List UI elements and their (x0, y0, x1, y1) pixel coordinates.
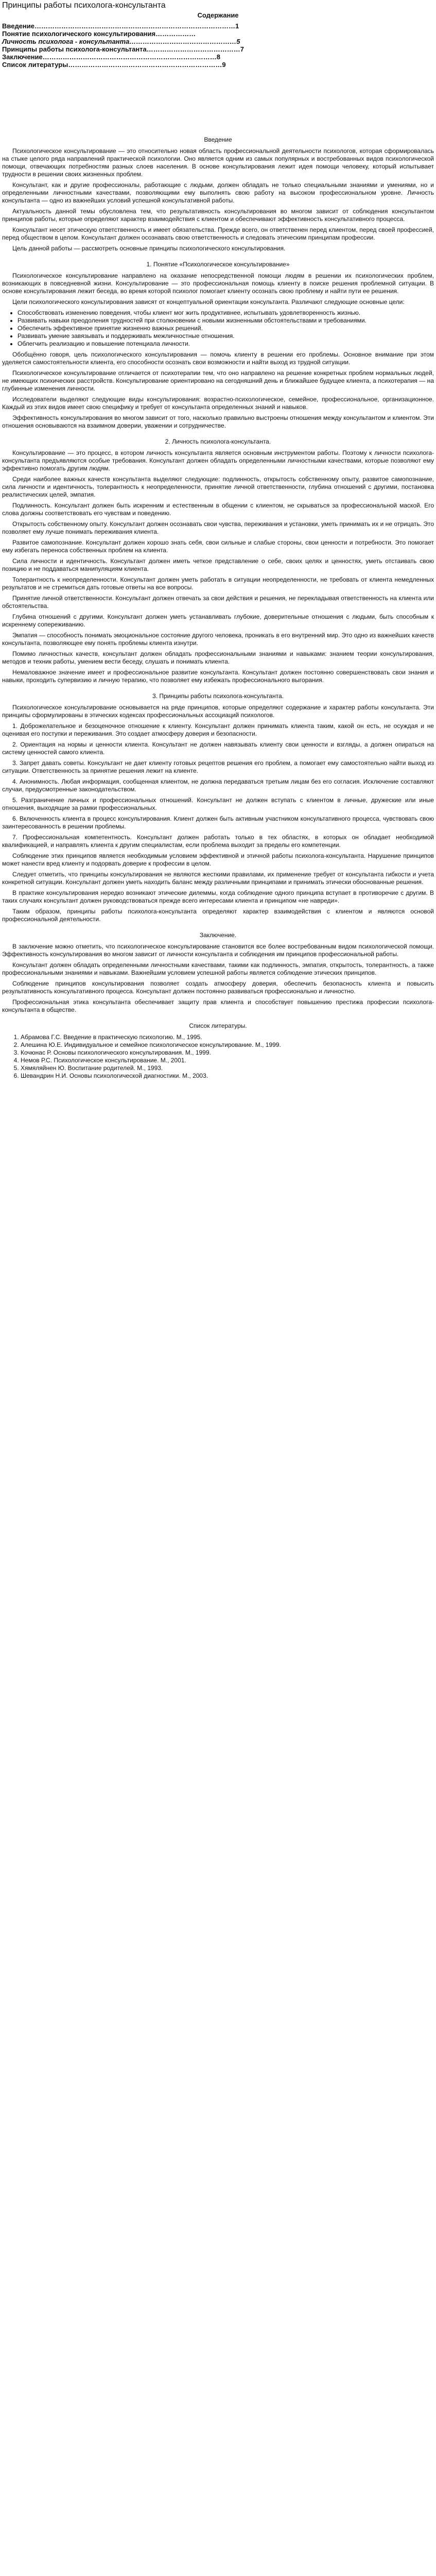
section3-paragraph: 6. Включенность клиента в процесс консультирования. Клиент должен быть активным участником консультативного процесса, чувствовать свою заинтересованность в решении проблемы. (2, 815, 434, 830)
conclusion-paragraph: Профессиональная этика консультанта обеспечивает защиту прав клиента и способствует повышению престижа профессии психолога-консультанта в обществе. (2, 998, 434, 1013)
section3-paragraph: 7. Профессиональная компетентность. Консультант должен работать только в тех областях, в которых он обладает необходимой квалификацией, и направлять клиента к другим специалистам, если проблема выходит за пределы его компетенции. (2, 834, 434, 849)
section2-heading: 2. Личность психолога-консультанта. (165, 438, 271, 445)
toc-line: Принципы работы психолога-консультанта……………………………………7 (2, 45, 244, 53)
toc-heading: Содержание (197, 11, 239, 19)
intro-heading: Введение (204, 136, 232, 143)
list-item: • Развивать умение завязывать и поддерживать межличностные отношения. (18, 332, 434, 340)
section3-paragraph: 1. Доброжелательное и безоценочное отношение к клиенту. Консультант должен принимать клиента таким, какой он есть, не осуждая и не оценивая его поступки и переживания. Это создает атмосферу доверия и безопасности. (2, 722, 434, 737)
section2-paragraph: Глубина отношений с другими. Консультант должен уметь устанавливать глубокие, доверительные отношения с людьми, быть способным к искреннему сопереживанию. (2, 613, 434, 628)
section2-paragraph: Помимо личностных качеств, консультант должен обладать профессиональными знаниями и навыками: знанием теории консультирования, методов и техник работы, умением вести беседу, слушать и понимать клиента. (2, 650, 434, 665)
intro-paragraph: Психологическое консультирование — это относительно новая область профессиональной деятельности психологов, которая сформировалась на стыке целого ряда направлений практической психологии. Оно является одним из самых популярных и востребованных видов психологической помощи, отвечающих потребностям разных слоев населения. В основе консультирования лежит идея помощи человеку, который испытывает трудности в решении своих жизненных проблем. (2, 147, 434, 178)
document-title: Принципы работы психолога-консультанта (2, 1, 166, 10)
section2-paragraph: Сила личности и идентичность. Консультант должен иметь четкое представление о себе, своих целях и ценностях, уметь отстаивать свою позицию и не поддаваться манипуляциям клиента. (2, 557, 434, 572)
section3-paragraph: Психологическое консультирование основывается на ряде принципов, которые определяют содержание и характер работы консультанта. Эти принципы сформулированы в этических кодексах профессиональных ассоциаций психологов. (2, 704, 434, 719)
section3-paragraph: 5. Разграничение личных и профессиональных отношений. Консультант не должен вступать с клиентом в личные, дружеские или иные отношения, выходящие за рамки профессиональных. (2, 796, 434, 811)
intro-paragraph: Цель данной работы — рассмотреть основные принципы психологического консультирования. (12, 245, 286, 252)
section3-paragraph: Таким образом, принципы работы психолога-консультанта определяют характер взаимодействия с клиентом и являются основой профессиональной деятельности. (2, 908, 434, 923)
section2-paragraph: Эмпатия — способность понимать эмоциональное состояние другого человека, проникать в его внутренний мир. Это одно из важнейших качеств консультанта, позволяющее ему понять проблемы клиента изнутри. (2, 632, 434, 647)
section1-list (12, 309, 434, 348)
document-page (0, 0, 436, 1083)
section2-paragraph: Толерантность к неопределенности. Консультант должен уметь работать в ситуации неопределенности, не требовать от клиента немедленных результатов и не стремиться дать готовые ответы на все вопросы. (2, 576, 434, 591)
conclusion-heading: Заключение. (199, 931, 237, 939)
section3-paragraph: 4. Анонимность. Любая информация, сообщенная клиентом, не должна передаваться третьим лицам без его согласия. Исключение составляют случаи, предусмотренные законодательством. (2, 778, 434, 793)
section2-paragraph: Развитое самопознание. Консультант должен хорошо знать себя, свои сильные и слабые стороны, свои ценности и потребности. Это помогает ему избегать переноса собственных проблем на клиента. (2, 539, 434, 554)
list-item: • Облегчить реализацию и повышение потенциала личности. (18, 340, 434, 348)
section2-paragraph: Принятие личной ответственности. Консультант должен отвечать за свои действия и решения, не перекладывая ответственность на клиента или обстоятельства. (2, 595, 434, 609)
intro-paragraph: Актуальность данной темы обусловлена тем, что результативность консультирования во многом зависит от соблюдения консультантом принципов работы, которые определяют характер взаимодействия с клиентом и обеспечивают эффективность консультативного процесса. (2, 208, 434, 223)
list-item: • Способствовать изменению поведения, чтобы клиент мог жить продуктивнее, испытывать удовлетворенность жизнью. (18, 309, 434, 317)
section3-paragraph: Следует отметить, что принципы консультирования не являются жесткими правилами, их применение требует от консультанта гибкости и учета конкретной ситуации. Консультант должен уметь находить баланс между различными принципами и принимать этически обоснованные решения. (2, 871, 434, 886)
reference-item: 3. Кочюнас Р. Основы психологического консультирования. М., 1999. (21, 1049, 434, 1057)
section1-heading: 1. Понятие «Психологическое консультирование» (146, 261, 290, 268)
section1-paragraph: Цели психологического консультирования зависят от концептуальной ориентации консультанта. Различают следующие основные цели: (12, 298, 405, 306)
toc-line: Понятие психологического консультирования……………… (2, 30, 196, 38)
toc-line: Введение………………………………………………………………………………1 (2, 22, 239, 30)
toc-line: Личность психолога - консультанта…………………………………………5 (2, 38, 240, 45)
toc-line: Заключение……………………………………………………………………8 (2, 53, 220, 61)
reference-item: 5. Хямяляйнен Ю. Воспитание родителей. М., 1993. (21, 1064, 434, 1072)
conclusion-paragraph: В заключение можно отметить, что психологическое консультирование становится все более востребованным видом психологической помощи. Эффективность консультирования во многом зависит от личности консультанта и соблюдения им принципов профессиональной работы. (2, 943, 434, 958)
section3-paragraph: 2. Ориентация на нормы и ценности клиента. Консультант не должен навязывать клиенту свои ценности и взгляды, а должен опираться на систему ценностей самого клиента. (2, 741, 434, 756)
toc-line: Список литературы……………………………………………………………9 (2, 61, 226, 69)
section3-heading: 3. Принципы работы психолога-консультанта. (152, 692, 284, 700)
section2-paragraph: Открытость собственному опыту. Консультант должен осознавать свои чувства, переживания и установки, уметь принимать их и не отрицать. Это позволяет ему лучше понимать переживания клиента. (2, 520, 434, 535)
list-item: • Развивать навыки преодоления трудностей при столкновении с новыми жизненными обстоятельствами и требованиями. (18, 317, 434, 325)
section3-paragraph: 3. Запрет давать советы. Консультант не дает клиенту готовых рецептов решения его проблем, а помогает ему самостоятельно найти выход из ситуации. Ответственность за принятие решения лежит на клиенте. (2, 759, 434, 774)
section1-paragraph: Психологическое консультирование отличается от психотерапии тем, что оно направлено на решение конкретных проблем нормальных людей, не имеющих психических расстройств. Консультирование ориентировано на сегодняшний день и ближайшее будущее клиента, а психотерапия — на глубинные изменения личности. (2, 369, 434, 392)
conclusion-paragraph: Консультант должен обладать определенными личностными качествами, такими как подлинность, эмпатия, открытость, толерантность, а также профессиональными знаниями и навыками. Важнейшим условием успешной работы является соблюдение этических принципов. (2, 961, 434, 976)
list-item: • Обеспечить эффективное принятие жизненно важных решений. (18, 325, 434, 332)
section2-paragraph: Среди наиболее важных качеств консультанта выделяют следующие: подлинность, открытость собственному опыту, развитое самопознание, сила личности и идентичность, толерантность к неопределенности, принятие личной ответственности, глубина отношений с другими, постановка реалистических целей, эмпатия. (2, 476, 434, 498)
reference-item: 4. Немов Р.С. Психологическое консультирование. М., 2001. (21, 1057, 434, 1064)
references-heading: Список литературы. (189, 1022, 247, 1029)
section2-paragraph: Подлинность. Консультант должен быть искренним и естественным в общении с клиентом, не скрываться за профессиональной маской. Его слова должны соответствовать его чувствам и поведению. (2, 502, 434, 517)
section2-paragraph: Консультирование — это процесс, в котором личность консультанта является основным инструментом работы. Поэтому к личности психолога-консультанта предъявляются особые требования. Консультант должен обладать определенными личностными качествами, которые позволяют ему эффективно помогать другим людям. (2, 449, 434, 472)
section1-paragraph: Исследователи выделяют следующие виды консультирования: возрастно-психологическое, семейное, профессиональное, организационное. Каждый из этих видов имеет свою специфику и требует от консультанта определенных знаний и навыков. (2, 396, 434, 411)
intro-paragraph: Консультант несет этическую ответственность и имеет обязательства. Прежде всего, он ответственен перед клиентом, перед своей профессией, перед обществом в целом. Консультант должен осознавать свою ответственность и следовать этическим принципам профессии. (2, 226, 434, 241)
reference-item: 2. Алешина Ю.Е. Индивидуальное и семейное психологическое консультирование. М., 1999. (21, 1041, 434, 1049)
section1-paragraph: Эффективность консультирования во многом зависит от того, насколько правильно выстроены отношения между консультантом и клиентом. Эти отношения основываются на взаимном доверии, уважении и сотрудничестве. (2, 414, 434, 429)
section3-paragraph: Соблюдение этих принципов является необходимым условием эффективной и этичной работы психолога-консультанта. Нарушение принципов может нанести вред клиенту и подорвать доверие к профессии в целом. (2, 852, 434, 867)
references-list (12, 1033, 434, 1080)
section1-paragraph: Обобщённо говоря, цель психологического консультирования — помочь клиенту в решении его проблемы. Основное внимание при этом уделяется самостоятельности клиента, его способности осознать свои возможности и найти выход из трудной ситуации. (2, 351, 434, 366)
section3-paragraph: В практике консультирования нередко возникают этические дилеммы, когда соблюдение одного принципа вступает в противоречие с другим. В таких случаях консультант должен руководствоваться прежде всего интересами клиента и принципом «не навреди». (2, 889, 434, 904)
reference-item: 6. Шевандрин Н.И. Основы психологической диагностики. М., 2003. (21, 1072, 434, 1080)
reference-item: 1. Абрамова Г.С. Введение в практическую психологию. М., 1995. (21, 1033, 434, 1041)
intro-paragraph: Консультант, как и другие профессионалы, работающие с людьми, должен обладать не только специальными знаниями и умениями, но и определенными личностными качествами, позволяющими ему выполнять свою работу на высоком профессиональном уровне. Личность консультанта — одно из важнейших условий успешной консультативной работы. (2, 181, 434, 204)
conclusion-paragraph: Соблюдение принципов консультирования позволяет создать атмосферу доверия, обеспечить безопасность клиента и повысить результативность консультативного процесса. Консультант должен постоянно развиваться профессионально и личностно. (2, 980, 434, 995)
section1-paragraph: Психологическое консультирование направлено на оказание непосредственной помощи людям в решении их психологических проблем, возникающих в повседневной жизни. Консультирование — это профессиональная помощь клиенту в поиске решения проблемной ситуации. В основе консультирования лежит беседа, во время которой психолог помогает клиенту осознать свою проблему и найти пути ее решения. (2, 272, 434, 295)
section2-paragraph: Немаловажное значение имеет и профессиональное развитие консультанта. Консультант должен постоянно совершенствовать свои знания и навыки, проходить супервизию и личную терапию, что позволяет ему избежать профессионального выгорания. (2, 669, 434, 684)
